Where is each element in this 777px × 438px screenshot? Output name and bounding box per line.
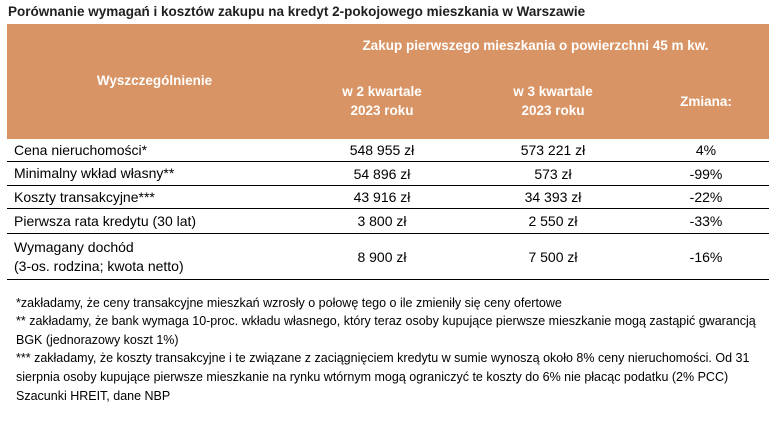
table-body — [7, 139, 769, 280]
row-change: -22% — [689, 189, 723, 205]
row-label: Cena nieruchomości* — [14, 141, 148, 158]
header-col-q2 — [307, 82, 457, 120]
row-change: -99% — [689, 165, 723, 182]
header-label-column: Wyszczególnienie — [96, 73, 213, 88]
row-value-q2: 8 900 zł — [357, 248, 407, 265]
row-label-line1: Wymagany dochód — [14, 238, 134, 255]
row-label-line2: (3-os. rodzina; kwota netto) — [14, 257, 184, 274]
header-col-change: Zmiana: — [680, 94, 732, 109]
header-col-q2-line2: 2023 roku — [350, 103, 414, 118]
row-change: -16% — [689, 248, 723, 265]
row-label — [14, 234, 304, 279]
table-row — [7, 234, 769, 280]
header-col-q2-line1: w 2 kwartale — [342, 84, 422, 99]
page-title: Porównanie wymagań i kosztów zakupu na kredyt 2-pokojowego mieszkania w Warszawie — [8, 4, 586, 19]
row-value-q3: 573 221 zł — [520, 142, 586, 158]
header-col-q3-line2: 2023 roku — [521, 103, 585, 118]
footnote-2: ** zakładamy, że bank wymaga 10-proc. wkładu własnego, który teraz osoby kupujące pierwsze mieszkanie mogą zastąpić gwarancją BGK (jednorazowy koszt 1%) — [16, 314, 756, 347]
table-row — [7, 139, 769, 162]
table-header — [7, 24, 769, 139]
header-group-title: Zakup pierwszego mieszkania o powierzchni 45 m kw. — [362, 38, 709, 53]
row-value-q2: 43 916 zł — [353, 189, 411, 205]
row-label: Minimalny wkład własny** — [14, 165, 175, 181]
table-row — [7, 162, 769, 186]
row-change: -33% — [689, 213, 723, 229]
row-value-q3: 7 500 zł — [528, 248, 578, 265]
row-label: Koszty transakcyjne*** — [14, 188, 155, 205]
row-change: 4% — [695, 142, 717, 158]
footnote-3: *** zakładamy, że koszty transakcyjne i te związane z zaciągnięciem kredytu w sumie wynoszą około 8% ceny nieruchomości. Od 31 sierpnia osoby kupujące pierwsze mieszkanie na rynku wtórnym mogą ograniczyć te koszty do 6% nie płacąc podatku (2% PCC) — [16, 351, 750, 384]
row-value-q3: 34 393 zł — [524, 189, 582, 205]
table-row — [7, 209, 769, 234]
row-value-q2: 3 800 zł — [357, 213, 407, 229]
row-label: Pierwsza rata kredytu (30 lat) — [14, 212, 197, 229]
header-col-q3-line1: w 3 kwartale — [513, 84, 593, 99]
row-value-q2: 548 955 zł — [349, 142, 415, 158]
header-col-q3 — [478, 82, 628, 120]
row-value-q3: 573 zł — [534, 165, 572, 182]
table-row — [7, 186, 769, 209]
source-note: Szacunki HREIT, dane NBP — [16, 389, 171, 404]
row-value-q2: 54 896 zł — [353, 165, 411, 182]
footnote-1: *zakładamy, że ceny transakcyjne mieszkań wzrosły o połowę tego o ile zmieniły się ceny ofertowe — [16, 296, 562, 310]
row-value-q3: 2 550 zł — [528, 213, 578, 229]
footnotes — [16, 294, 761, 405]
